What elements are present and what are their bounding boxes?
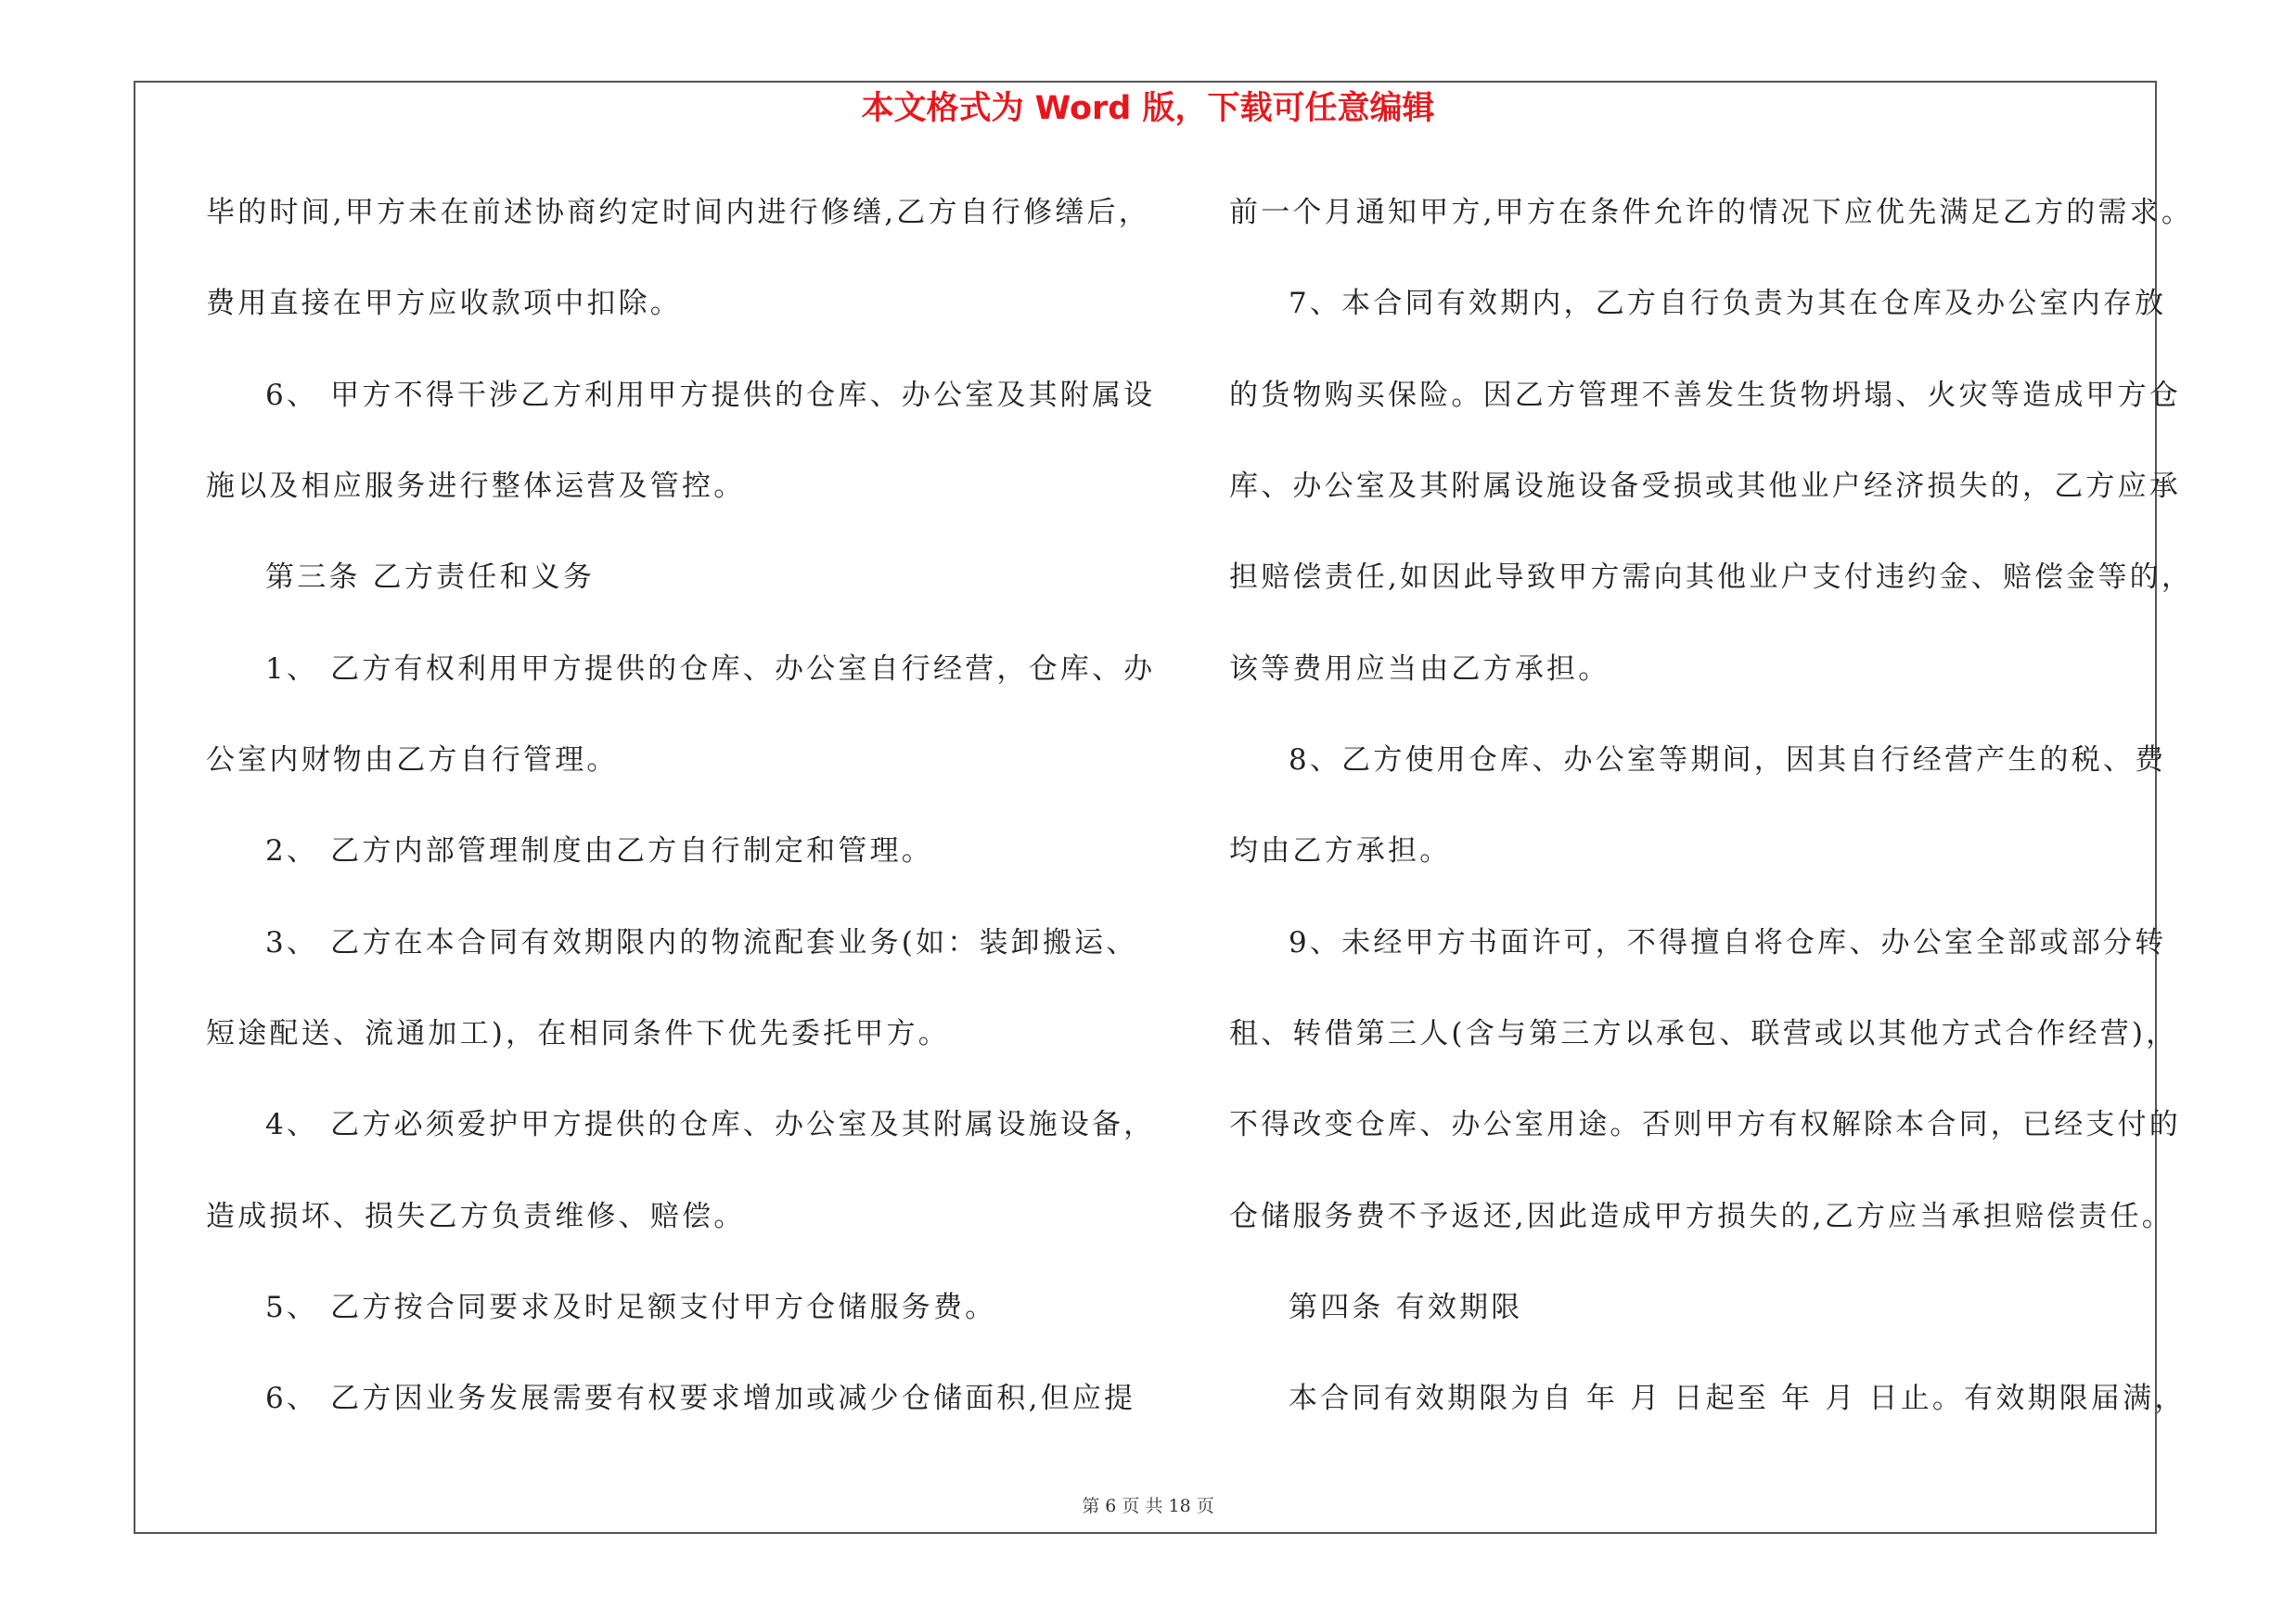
text-line: 6、 甲方不得干涉乙方利用甲方提供的仓库、办公室及其附属设	[265, 379, 1156, 412]
text-line: 租、转借第三人(含与第三方以承包、联营或以其他方式合作经营)，	[1229, 1017, 2178, 1050]
text-line: 9、未经甲方书面许可，不得擅自将仓库、办公室全部或部分转	[1289, 926, 2167, 960]
text-line: 费用直接在甲方应收款项中扣除。	[206, 287, 682, 320]
word-format-banner: 本文格式为 Word 版，下载可任意编辑	[861, 90, 1435, 127]
text-line: 公室内财物由乙方自行管理。	[206, 743, 619, 777]
text-line: 5、 乙方按合同要求及时足额支付甲方仓储服务费。	[265, 1291, 997, 1324]
text-line: 本合同有效期限为自 年 月 日起至 年 月 日止。有效期限届满，	[1289, 1382, 2187, 1415]
text-line: 仓储服务费不予返还,因此造成甲方损失的,乙方应当承担赔偿责任。	[1229, 1200, 2174, 1233]
article-heading: 第四条 有效期限	[1289, 1291, 1523, 1324]
text-line: 前一个月通知甲方,甲方在条件允许的情况下应优先满足乙方的需求。	[1229, 196, 2194, 229]
text-line: 7、本合同有效期内，乙方自行负责为其在仓库及办公室内存放	[1289, 287, 2167, 320]
text-line: 库、办公室及其附属设施设备受损或其他业户经济损失的，乙方应承	[1229, 470, 2181, 503]
text-line: 8、乙方使用仓库、办公室等期间，因其自行经营产生的税、费	[1289, 743, 2167, 777]
text-line: 施以及相应服务进行整体运营及管控。	[206, 470, 746, 503]
text-line: 短途配送、流通加工)，在相同条件下优先委托甲方。	[206, 1017, 950, 1050]
text-line: 毕的时间,甲方未在前述协商约定时间内进行修缮,乙方自行修缮后，	[206, 196, 1150, 229]
article-heading: 第三条 乙方责任和义务	[265, 560, 596, 594]
text-line: 1、 乙方有权利用甲方提供的仓库、办公室自行经营，仓库、办	[265, 652, 1156, 686]
text-line: 4、 乙方必须爱护甲方提供的仓库、办公室及其附属设施设备，	[265, 1108, 1156, 1141]
text-line: 的货物购买保险。因乙方管理不善发生货物坍塌、火灾等造成甲方仓	[1229, 379, 2181, 412]
text-line: 均由乙方承担。	[1229, 834, 1452, 868]
text-line: 6、 乙方因业务发展需要有权要求增加或减少仓储面积,但应提	[265, 1382, 1136, 1415]
text-line: 造成损坏、损失乙方负责维修、赔偿。	[206, 1200, 746, 1233]
text-line: 该等费用应当由乙方承担。	[1229, 652, 1610, 686]
text-line: 3、 乙方在本合同有效期限内的物流配套业务(如：装卸搬运、	[265, 926, 1138, 960]
text-line: 不得改变仓库、办公室用途。否则甲方有权解除本合同，已经支付的	[1229, 1108, 2181, 1141]
text-line: 担赔偿责任,如因此导致甲方需向其他业户支付违约金、赔偿金等的，	[1229, 560, 2194, 594]
page-number-footer: 第 6 页 共 18 页	[1082, 1496, 1214, 1516]
text-line: 2、 乙方内部管理制度由乙方自行制定和管理。	[265, 834, 933, 868]
